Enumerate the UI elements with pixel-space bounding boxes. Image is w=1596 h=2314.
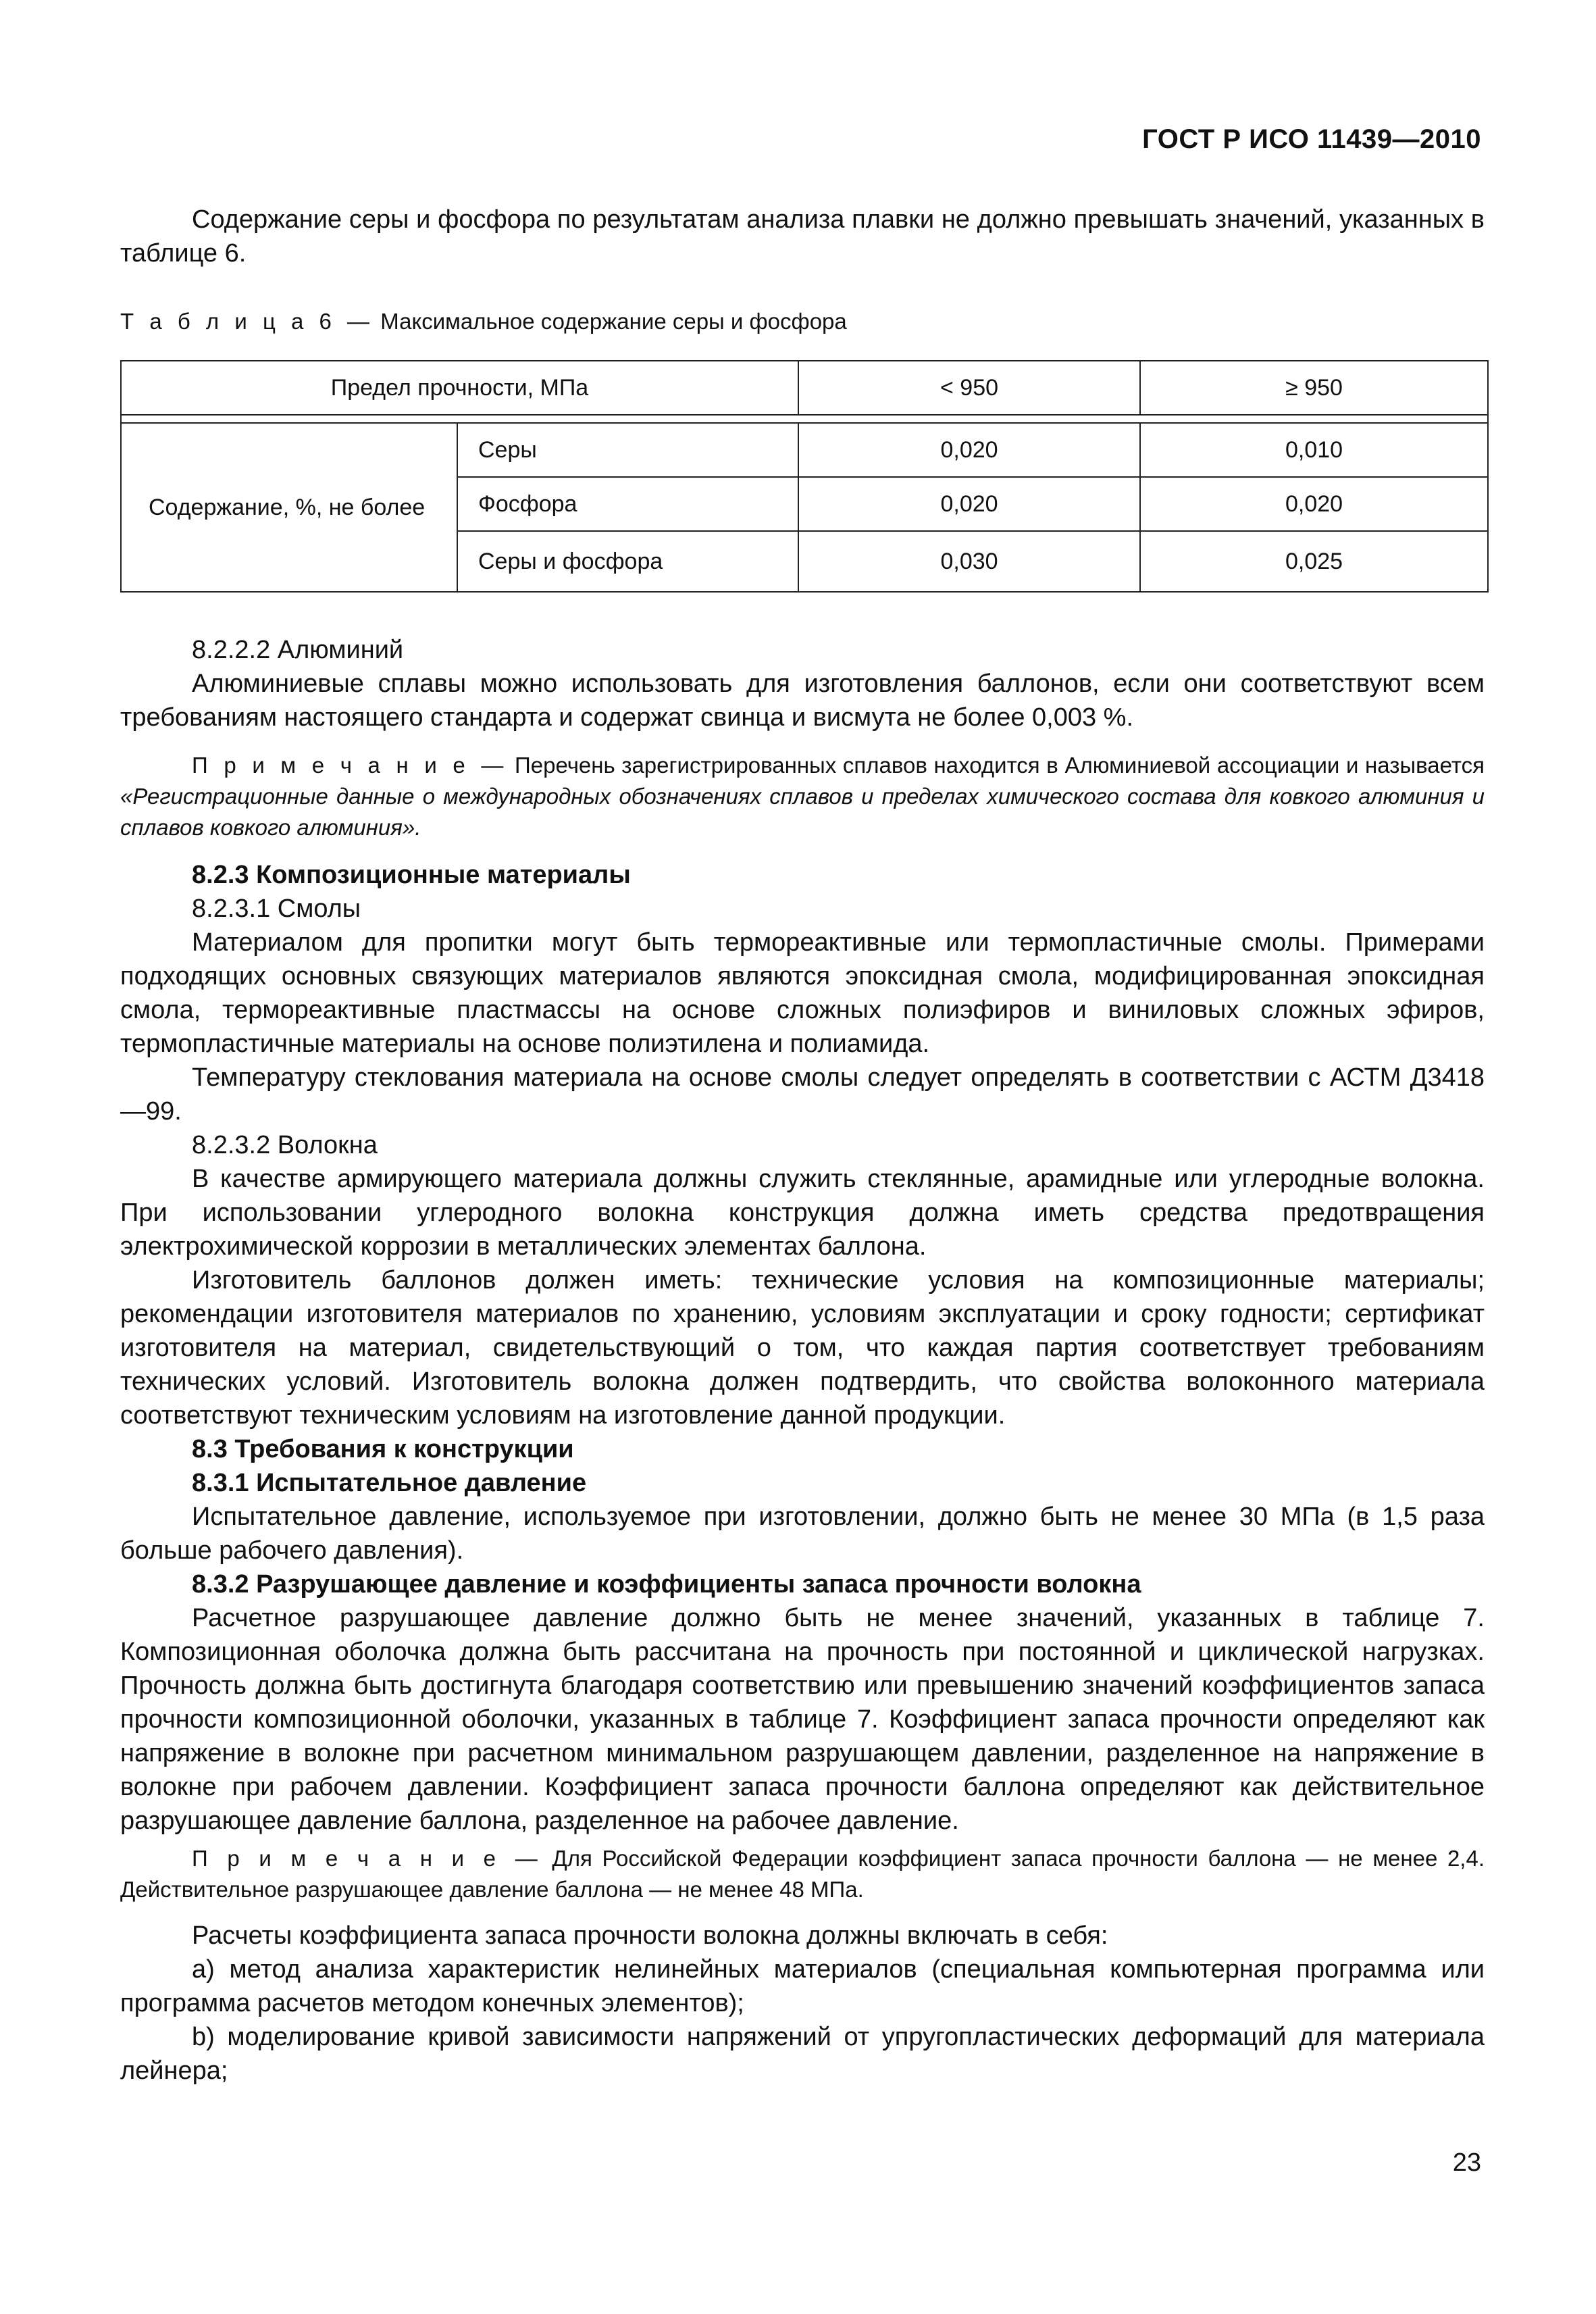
table6-cell-name: Серы [457,423,798,477]
table6-caption [120,306,1485,337]
intro-paragraph: Содержание серы и фосфора по результатам анализа плавки не должно превышать значений, указанных в таблице 6. [120,205,1485,268]
aluminium-text: Алюминиевые сплавы можно использовать для изготовления баллонов, если они соответствуют всем требованиям настоящего стандарта и содержат свинца и висмута не более 0,003 %. [120,670,1485,732]
calc-section [120,1919,1485,2088]
burst-title: 8.3.2 Разрушающее давление и коэффициенты запаса прочности волокна [192,1570,1141,1599]
table6-header-row [121,361,1488,415]
document-header: ГОСТ Р ИСО 11439—2010 [1142,124,1481,154]
calc-item-a: a) метод анализа характеристик нелинейных материалов (специальная компьютерная программа или программа расчетов методом конечных элементов); [120,1955,1485,2017]
fibers-title: 8.2.3.2 Волокна [192,1131,378,1159]
table6 [120,360,1487,593]
note2-label: П р и м е ч а н и е — [192,1846,542,1871]
table6-cell-name: Фосфора [457,477,798,531]
table6-cell-value: 0,020 [1140,477,1488,531]
table6-caption-prefix: Т а б л и ц а 6 — [120,309,375,334]
table6-header-lt950: < 950 [798,361,1140,415]
table6-row-label: Содержание, %, не более [121,423,457,592]
aluminium-title: 8.2.2.2 Алюминий [192,636,404,664]
table6-header-strength: Предел прочности, МПа [121,361,798,415]
design-title: 8.3 Требования к конструкции [192,1435,574,1463]
test-pressure-title: 8.3.1 Испытательное давление [192,1469,587,1497]
table-row [121,423,1488,477]
note2 [120,1843,1485,1905]
table6-cell-value: 0,030 [798,531,1140,592]
intro-section [120,203,1485,270]
test-pressure-text: Испытательное давление, используемое при изготовлении, должно быть не менее 30 МПа (в 1,5 раза больше рабочего давления). [120,1503,1485,1565]
note1 [120,750,1485,843]
calc-intro: Расчеты коэффициента запаса прочности волокна должны включать в себя: [192,1921,1108,1950]
composites-title: 8.2.3 Композиционные материалы [192,861,631,889]
note1-label: П р и м е ч а н и е — [192,753,509,778]
note2-text: Для Российской Федерации коэффициент запаса прочности баллона — не менее 2,4. Действительное разрушающее давление баллона — не менее 48 МПа. [120,1846,1485,1902]
fibers-paragraph-2: Изготовитель баллонов должен иметь: технические условия на композиционные материалы; рекомендации изготовителя материалов по хранению, условиям эксплуатации и сроку годности; сертификат изготовителя на материал, свидетельствующий о том, что каждая партия соответствует требованиям технических условий. Изготовитель волокна должен подтвердить, что свойства волоконного материала соответствуют техническим условиям на изготовление данной продукции. [120,1266,1485,1430]
resins-title: 8.2.3.1 Смолы [192,895,361,923]
table6-cell-value: 0,020 [798,423,1140,477]
note1-italic: «Регистрационные данные о международных обозначениях сплавов и пределах химического состава для ковкого алюминия и сплавов ковкого алюминия». [120,784,1485,840]
page-number: 23 [1452,2148,1481,2177]
table6-cell-value: 0,010 [1140,423,1488,477]
table6-cell-value: 0,020 [798,477,1140,531]
calc-item-b: b) моделирование кривой зависимости напряжений от упругопластических деформаций для материала лейнера; [120,2023,1485,2085]
fibers-paragraph-1: В качестве армирующего материала должны служить стеклянные, арамидные или углеродные волокна. При использовании углеродного волокна конструкция должна иметь средства предотвращения электрохимической коррозии в металлических элементах баллона. [120,1165,1485,1261]
table6-caption-text: Максимальное содержание серы и фосфора [374,309,847,334]
resins-paragraph-1: Материалом для пропитки могут быть термореактивные или термопластичные смолы. Примерами подходящих основных связующих материалов являются эпоксидная смола, модифицированная эпоксидная смола, термореактивные пластмассы на основе сложных полиэфиров и виниловых сложных эфиров, термопластичные материалы на основе полиэтилена и полиамида. [120,928,1485,1058]
table6-gap-row [121,415,1488,423]
burst-text: Расчетное разрушающее давление должно быть не менее значений, указанных в таблице 7. Композиционная оболочка должна быть рассчитана на прочность при постоянной и циклической нагрузках. Прочность должна быть достигнута благодаря соответствию или превышению значений коэффициентов запаса прочности композиционной оболочки, указанных в таблице 7. Коэффициент запаса прочности определяют как напряжение в волокне при расчетном минимальном разрушающем давлении, разделенное на напряжение в волокне при рабочем давлении. Коэффициент запаса прочности баллона определяют как действительное разрушающее давление баллона, разделенное на рабочее давление. [120,1604,1485,1835]
table6-header-ge950: ≥ 950 [1140,361,1488,415]
aluminium-section [120,633,1485,734]
resins-paragraph-2: Температуру стеклования материала на основе смолы следует определять в соответствии с АСТМ Д3418—99. [120,1063,1485,1126]
note1-text: Перечень зарегистрированных сплавов находится в Алюминиевой ассоциации и называется [508,753,1485,778]
main-body [120,858,1485,1838]
table6-cell-value: 0,025 [1140,531,1488,592]
table6-cell-name: Серы и фосфора [457,531,798,592]
